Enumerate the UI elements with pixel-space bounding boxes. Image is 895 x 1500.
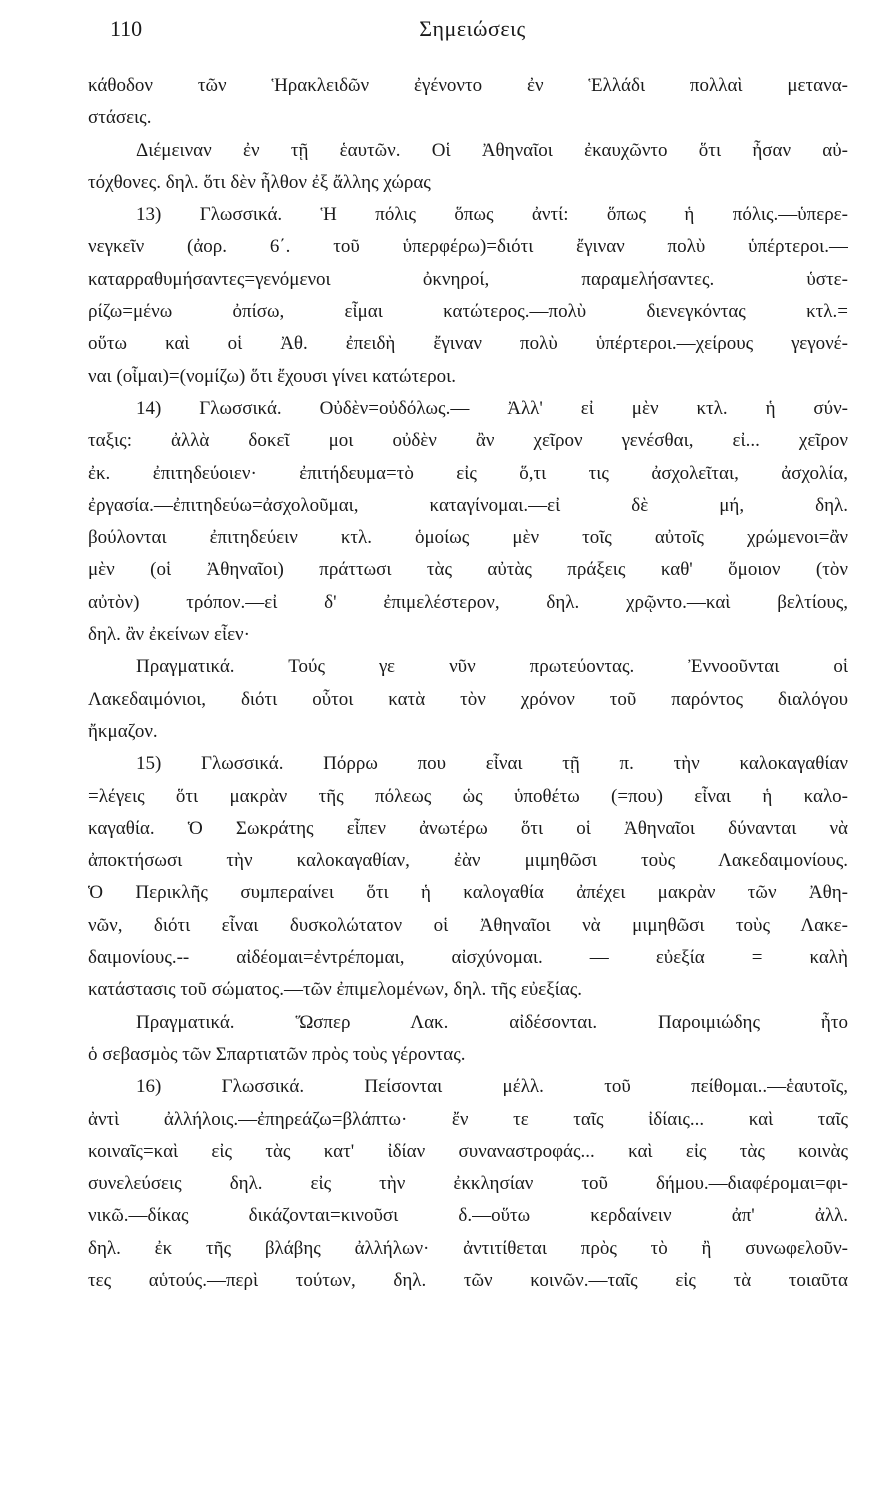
text-line: νῶν, διότι εἶναι δυσκολώτατον οἱ Ἀθηναῖοι νὰ μιμηθῶσι τοὺς Λακε- <box>88 914 848 936</box>
text-line: ναι (οἶμαι)=(νομίζω) ὅτι ἔχουσι γίνει κατώτεροι. <box>88 365 457 387</box>
text-line: τόχθονες. δηλ. ὅτι δὲν ἦλθον ἐξ ἄλλης χώρας <box>88 171 431 193</box>
text-line: ρίζω=μένω ὀπίσω, εἶμαι κατώτερος.—πολὺ διενεγκόντας κτλ.= <box>88 301 848 323</box>
text-line: ταξις: ἀλλὰ δοκεῖ μοι οὐδὲν ἂν χεῖρον γενέσθαι, εἰ... χεῖρον <box>88 430 848 452</box>
text-line: κατάστασις τοῦ σώματος.—τῶν ἐπιμελομένων, δηλ. τῆς εὐεξίας. <box>88 979 583 1001</box>
text-line: νεγκεῖν (ἀορ. 6΄. τοῦ ὑπερφέρω)=διότι ἔγιναν πολὺ ὑπέρτεροι.— <box>88 236 848 258</box>
page-header <box>110 16 835 50</box>
text-line: συνελεύσεις δηλ. εἰς τὴν ἐκκλησίαν τοῦ δήμου.—διαφέρομαι=φι- <box>88 1173 848 1195</box>
text-line: δηλ. ἐκ τῆς βλάβης ἀλλήλων· ἀντιτίθεται πρὸς τὸ ἢ συνωφελοῦν- <box>88 1237 848 1259</box>
text-line: δαιμονίους.-- αἰδέομαι=ἐντρέπομαι, αἰσχύνομαι. — εὐεξία = καλὴ <box>88 947 848 969</box>
text-line: Λακεδαιμόνιοι, διότι οὗτοι κατὰ τὸν χρόνον τοῦ παρόντος διαλόγου <box>88 688 848 710</box>
text-line: τες αὑτούς.—περὶ τούτων, δηλ. τῶν κοινῶν.—ταῖς εἰς τὰ τοιαῦτα <box>88 1269 848 1291</box>
text-line: μὲν (οἱ Ἀθηναῖοι) πράττωσι τὰς αὐτὰς πράξεις καθ' ὅμοιον (τὸν <box>88 559 848 581</box>
text-line: καγαθία. Ὁ Σωκράτης εἶπεν ἀνωτέρω ὅτι οἱ Ἀθηναῖοι δύνανται νὰ <box>88 817 848 839</box>
running-title: Σημειώσεις <box>419 16 526 41</box>
text-line: οὕτω καὶ οἱ Ἀθ. ἐπειδὴ ἔγιναν πολὺ ὑπέρτεροι.—χείρους γεγονέ- <box>88 333 848 355</box>
text-line: Διέμειναν ἐν τῇ ἑαυτῶν. Οἱ Ἀθηναῖοι ἐκαυχῶντο ὅτι ἦσαν αὐ- <box>136 139 848 161</box>
text-line: δηλ. ἂν ἐκείνων εἶεν· <box>88 624 250 646</box>
text-line: καταρραθυμήσαντες=γενόμενοι ὀκνηροί, παραμελήσαντες. ὑστε- <box>88 268 848 290</box>
text-line: ἤκμαζον. <box>88 720 158 742</box>
text-line: βούλονται ἐπιτηδεύειν κτλ. ὁμοίως μὲν τοῖς αὐτοῖς χρώμενοι=ἂν <box>88 527 848 549</box>
text-line: Πραγματικά. Ὥσπερ Λακ. αἰδέσονται. Παροιμιώδης ἦτο <box>136 1011 848 1033</box>
text-line: κάθοδον τῶν Ἡρακλειδῶν ἐγένοντο ἐν Ἑλλάδι πολλαὶ μετανα- <box>88 75 848 96</box>
text-line: ἀποκτήσωσι τὴν καλοκαγαθίαν, ἐὰν μιμηθῶσι τοὺς Λακεδαιμονίους. <box>88 850 848 872</box>
page-number: 110 <box>110 16 143 41</box>
text-line: 15) Γλωσσικά. Πόρρω που εἶναι τῇ π. τὴν καλοκαγαθίαν <box>136 753 848 775</box>
text-line: 14) Γλωσσικά. Οὐδὲν=οὐδόλως.— Ἀλλ' εἰ μὲν κτλ. ἡ σύν- <box>136 397 848 419</box>
text-line: 16) Γλωσσικά. Πείσονται μέλλ. τοῦ πείθομαι..—ἑαυτοῖς, <box>136 1076 848 1098</box>
text-line: νικῶ.—δίκας δικάζονται=κινοῦσι δ.—οὕτω κερδαίνειν ἀπ' ἀλλ. <box>88 1205 848 1227</box>
text-line: ἀντὶ ἀλλήλοις.—ἐπηρεάζω=βλάπτω· ἔν τε ταῖς ἰδίαις... καὶ ταῖς <box>88 1108 848 1130</box>
text-line: =λέγεις ὅτι μακρὰν τῆς πόλεως ὡς ὑποθέτω (=που) εἶναι ἡ καλο- <box>88 785 848 807</box>
text-line: Ὁ Περικλῆς συμπεραίνει ὅτι ἡ καλογαθία ἀπέχει μακρὰν τῶν Ἀθη- <box>88 882 848 904</box>
text-line: κοιναῖς=καὶ εἰς τὰς κατ' ἰδίαν συναναστροφάς... καὶ εἰς τὰς κοινὰς <box>88 1140 848 1162</box>
text-line: ἐκ. ἐπιτηδεύοιεν· ἐπιτήδευμα=τὸ εἰς ὅ,τι τις ἀσχολεῖται, ἀσχολία, <box>88 462 848 484</box>
text-line: ὁ σεβασμὸς τῶν Σπαρτιατῶν πρὸς τοὺς γέροντας. <box>88 1043 466 1065</box>
text-line: 13) Γλωσσικά. Ἡ πόλις ὅπως ἀντί: ὅπως ἡ πόλις.—ὑπερε- <box>136 204 848 226</box>
text-line: ἐργασία.—ἐπιτηδεύω=ἀσχολοῦμαι, καταγίνομαι.—εἰ δὲ μή, δηλ. <box>88 494 848 516</box>
body-text <box>88 70 848 1297</box>
text-line: αὐτὸν) τρόπον.—εἰ δ' ἐπιμελέστερον, δηλ. χρῷντο.—καὶ βελτίους, <box>88 591 848 613</box>
text-line: στάσεις. <box>88 107 152 129</box>
text-line: Πραγματικά. Τούς γε νῦν πρωτεύοντας. Ἐννοοῦνται οἱ <box>136 656 848 678</box>
